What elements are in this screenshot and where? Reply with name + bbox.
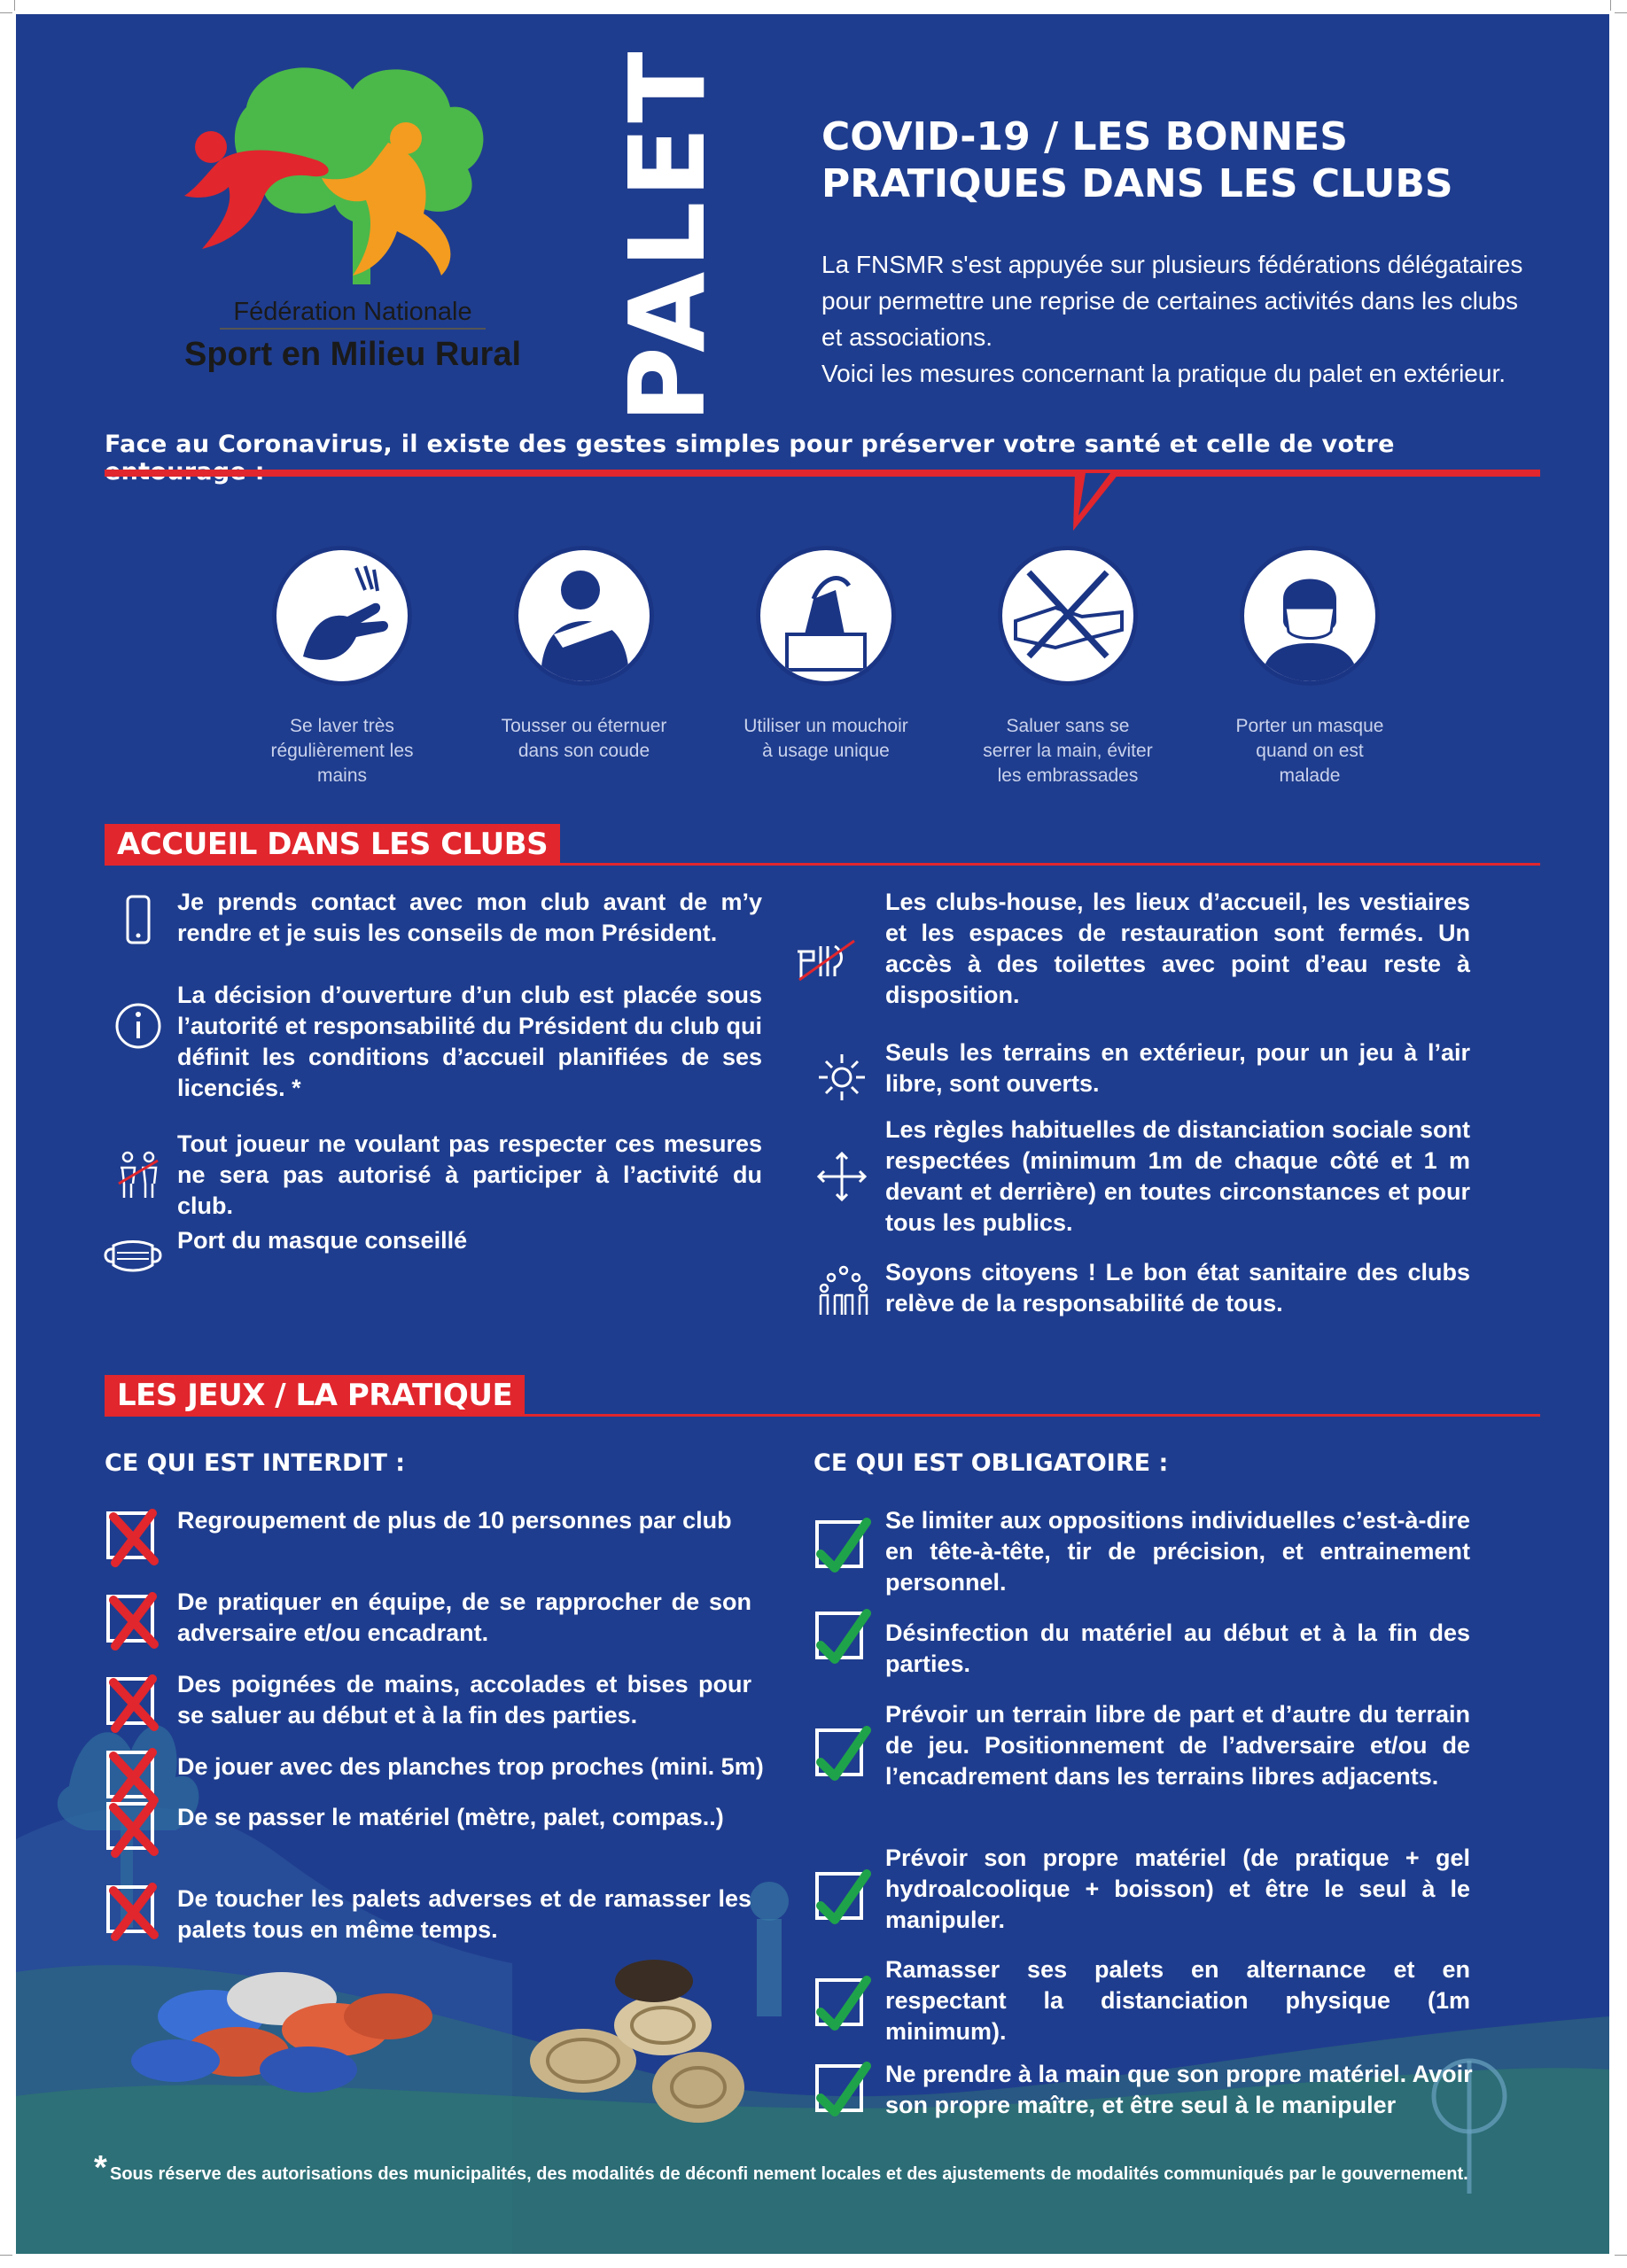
mandatory-item: Ne prendre à la main que son propre matériel. Avoir son propre maître, et être seul à le manipuler [885,2061,1473,2118]
forbidden-item: Regroupement de plus de 10 personnes par club [177,1507,732,1534]
gesture-label: Saluer sans se serrer la main, éviter les embrassades [983,716,1153,786]
section-accueil-title: ACCUEIL DANS LES CLUBS [105,824,560,865]
intro-line: Voici les mesures concernant la pratique du palet en extérieur. [821,360,1506,387]
accueil-right-item: Soyons citoyens ! Le bon état sanitaire des clubs relève de la responsabilité de tous. [885,1259,1470,1317]
cough-elbow-icon [514,546,654,686]
distance-arrows-icon [815,1150,868,1203]
check-checkbox [815,1978,863,2026]
face-mask-icon [1240,546,1380,686]
mandatory-heading: CE QUI EST OBLIGATOIRE : [814,1449,1169,1477]
gesture-mask [1203,546,1416,788]
mandatory-item: Prévoir son propre matériel (de pratique + gel hydroalcoolique + boisson) et être le seul à le manipuler. [885,1845,1470,1933]
gesture-no-handshake [961,546,1174,788]
mandatory-item: Désinfection du matériel au début et à la fin des parties. [885,1619,1470,1677]
sport-title-text: PALET [606,48,728,423]
forbidden-item: De se passer le matériel (mètre, palet, compas..) [177,1804,724,1830]
hand-washing-icon [272,546,412,686]
callout-pointer [1066,473,1128,535]
poster [16,14,1609,2254]
check-checkbox [815,1728,863,1776]
federation-name-line1: Fédération Nationale [233,298,472,326]
mandatory-item: Prévoir un terrain libre de part et d’autre du terrain de jeu. Positionnement de l’adversaire et/ou de l’encadrement dans les terrains libres adjacents. [885,1701,1470,1790]
info-icon [112,999,165,1052]
federation-name-line2: Sport en Milieu Rural [183,336,522,373]
title-line: COVID-19 / LES BONNES [821,114,1348,159]
facilities-closed-icon [796,934,860,987]
cross-checkbox [106,1885,154,1933]
gestures-heading: Face au Coronavirus, il existe des gestes simples pour préserver votre santé et celle de votre [105,431,1395,458]
accueil-right-item: Les règles habituelles de distanciation sociale sont respectées (minimum 1m de chaque côté et 1 m devant et derrière) en toutes circonstances et pour tous les publics. [885,1116,1470,1236]
footnote-text: Sous réserve des autorisations des municipalités, des modalités de déconfi nement locales et des ajustements de modalités communiqués par le gouvernement. [110,2164,1468,2184]
crop-mark [0,12,12,13]
crop-mark [0,2255,12,2256]
forbidden-heading: CE QUI EST INTERDIT : [105,1449,406,1477]
intro-line: et associations. [821,323,993,351]
crop-mark [1615,12,1627,13]
crop-mark [1610,0,1611,11]
red-cross-icon [105,1878,163,1944]
crop-mark [14,0,15,11]
gestures-heading-rule [105,470,1540,477]
intro-line: pour permettre une reprise de certaines activités dans les clubs [821,287,1518,315]
crop-mark [1615,2255,1627,2256]
green-check-icon [814,1513,872,1579]
footnote-asterisk: * [94,2149,107,2186]
green-check-icon [814,2057,872,2123]
fnsmr-logo [149,54,557,391]
accueil-right-item: Les clubs-house, les lieux d’accueil, les vestiaires et les espaces de restauration sont fermés. Un accès à des toilettes avec point d’eau reste à disposition. [885,889,1470,1008]
sun-icon [815,1051,868,1104]
accueil-left-item: Tout joueur ne voulant pas respecter ces mesures ne sera pas autorisé à participer à l’activité du club. [177,1130,762,1219]
accueil-left-item: Je prends contact avec mon club avant de m’y rendre et je suis les conseils de mon Président. [177,889,762,946]
gesture-cough-elbow [478,546,690,764]
group-icon [817,1265,870,1318]
cross-checkbox [106,1677,154,1725]
gesture-tissue [720,546,932,764]
cross-checkbox [106,1802,154,1850]
forbidden-item: De pratiquer en équipe, de se rapprocher de son adversaire et/ou encadrant. [177,1588,751,1646]
forbidden-item: De toucher les palets adverses et de ramasser les palets tous en même temps. [177,1885,751,1943]
intro-paragraph [821,246,1601,392]
cross-checkbox [106,1511,154,1559]
mandatory-item: Ramasser ses palets en alternance et en respectant la distanciation physique (1m minimum). [885,1956,1470,2045]
mandatory-item: Se limiter aux oppositions individuelles c’est-à-dire en tête-à-tête, tir de précision, et entrainement personnel. [885,1507,1470,1596]
gesture-label: Tousser ou éternuer dans son coude [501,716,667,761]
gesture-label: Se laver très régulièrement les mains [270,716,414,786]
accueil-right-item: Seuls les terrains en extérieur, pour un jeu à l’air libre, sont ouverts. [885,1039,1470,1097]
gesture-label: Utiliser un mouchoir à usage unique [743,716,908,761]
section-accueil-header [105,824,1540,866]
green-check-icon [814,1604,872,1670]
cross-checkbox [106,1751,154,1798]
gesture-label: Porter un masque quand on est malade [1235,716,1384,786]
gesture-hand-washing [236,546,448,788]
mask-icon [97,1230,168,1283]
phone-icon [112,893,165,946]
people-blocked-icon [112,1148,165,1201]
page-title [821,113,1548,207]
logo-graphic [149,54,557,320]
section-jeux-rule [105,1414,1540,1417]
red-cross-icon [105,1588,163,1653]
accueil-left-item: Port du masque conseillé [177,1227,468,1254]
section-jeux-header [105,1375,1540,1418]
check-checkbox [815,1520,863,1568]
red-cross-icon [105,1504,163,1570]
title-line: PRATIQUES DANS LES CLUBS [821,161,1453,206]
sport-vertical-title [606,48,728,423]
forbidden-item: Des poignées de mains, accolades et bises pour se saluer au début et à la fin des parties. [177,1671,751,1728]
section-accueil-rule [105,863,1540,866]
intro-line: La FNSMR s'est appuyée sur plusieurs fédérations délégataires [821,251,1523,278]
check-checkbox [815,2064,863,2112]
no-handshake-icon [998,546,1138,686]
tissue-box-icon [756,546,896,686]
cross-checkbox [106,1595,154,1643]
check-checkbox [815,1612,863,1659]
red-cross-icon [105,1670,163,1736]
check-checkbox [815,1872,863,1920]
green-check-icon [814,1865,872,1930]
green-check-icon [814,1971,872,2037]
logo-divider [220,328,486,330]
section-jeux-title: LES JEUX / LA PRATIQUE [105,1375,525,1416]
forbidden-item: De jouer avec des planches trop proches (mini. 5m) [177,1753,764,1780]
green-check-icon [814,1721,872,1787]
red-cross-icon [105,1795,163,1860]
accueil-left-item: La décision d’ouverture d’un club est placée sous l’autorité et responsabilité du Président du club qui définit les conditions d’accueil planifiées de ses licenciés. * [177,982,762,1101]
